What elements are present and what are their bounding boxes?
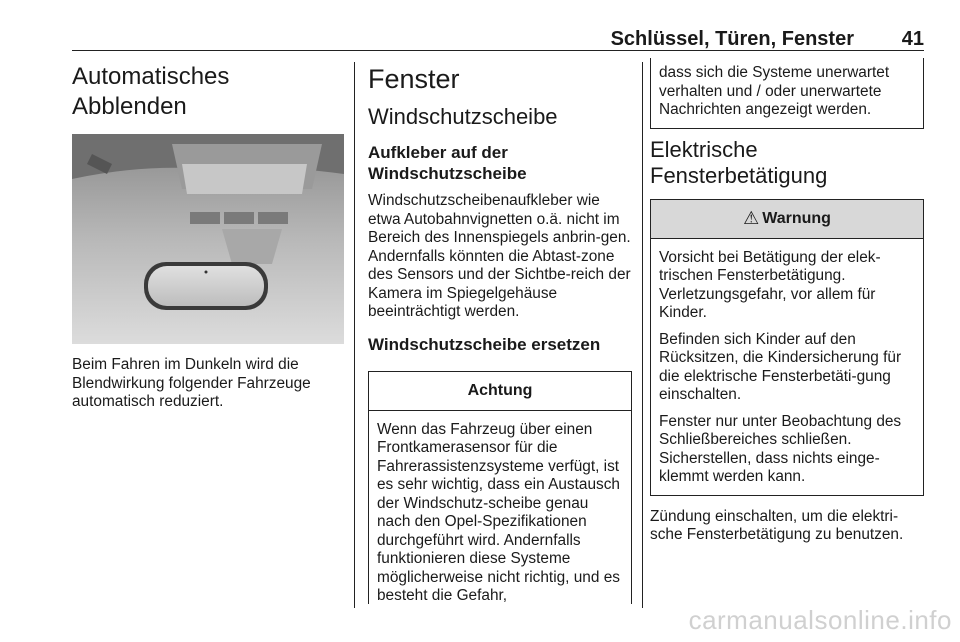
column-power-windows [650,62,924,545]
section-title: Schlüssel, Türen, Fenster [610,28,854,50]
warning-text-3: Fenster nur unter Beobachtung des Schließbereiches schließen. Sicherstellen, dass nichts einge-klemmt werden kann. [659,412,902,485]
warning-text-2: Befinden sich Kinder auf den Rücksitzen, die Kindersicherung für die elektrische Fensterbetäti-gung einschalten. [659,330,902,403]
watermark: carmanualsonline.info [688,605,952,635]
column-windows [368,62,632,604]
warning-triangle-icon: ⚠ [743,208,760,228]
warning-text-1: Vorsicht bei Betätigung der elek-trischen Fensterbetätigung. Verletzungsgefahr, vor allem für Kinder. [659,248,881,321]
column-divider-right [642,62,643,608]
heading-windshield-stickers: Aufkleber auf der Windschutzscheibe [368,143,527,183]
warning-title: Warnung [762,209,831,227]
heading-windshield: Windschutzscheibe [368,104,558,129]
heading-windows: Fenster [368,64,460,94]
warning-box [650,199,924,496]
column-divider-left [354,62,355,608]
warning-header [651,200,923,239]
heading-auto-dimming: Automatisches Abblenden [72,63,230,120]
caution-title: Achtung [369,372,631,411]
page-header [72,0,924,51]
rearview-mirror-photo [72,134,344,344]
heading-power-windows-1: Elektrische [650,136,758,162]
auto-dimming-caption: Beim Fahren im Dunkeln wird die Blendwirkung folgender Fahrzeuge automatisch reduziert. [72,356,311,410]
heading-power-windows-2: Fensterbetätigung [650,162,828,188]
sticker-text: Windschutzscheibenaufkleber wie etwa Autobahnvignetten o.ä. nicht im Bereich des Innenspiegels anbrin-gen. Andernfalls könnten die Abtast-zone des Sensors und der Sichtbe-reich der Kamera im Spiegelgehäuse beeinträchtigt werden. [368,192,631,320]
page-number: 41 [901,28,924,50]
ignition-text: Zündung einschalten, um die elektri-sche Fensterbetätigung zu benutzen. [650,507,904,543]
caution-box [368,371,632,604]
heading-replace-windshield: Windschutzscheibe ersetzen [368,334,601,354]
caution-box-continued [650,58,924,129]
caution-text: Wenn das Fahrzeug über einen Frontkamerasensor für die Fahrerassistenzsysteme verfügt, ist es sehr wichtig, dass ein Austausch der Windschutz-scheibe genau nach den Opel-Spezifikationen durchgeführt wird. Andernfalls funktionieren diese Systeme möglicherweise nicht richtig, und es besteht die Gefahr, [377,420,620,604]
column-auto-dimming [72,62,344,412]
caution-text-continued: dass sich die Systeme unerwartet verhalten und / oder unerwartete Nachrichten angezeigt werden. [659,64,890,118]
